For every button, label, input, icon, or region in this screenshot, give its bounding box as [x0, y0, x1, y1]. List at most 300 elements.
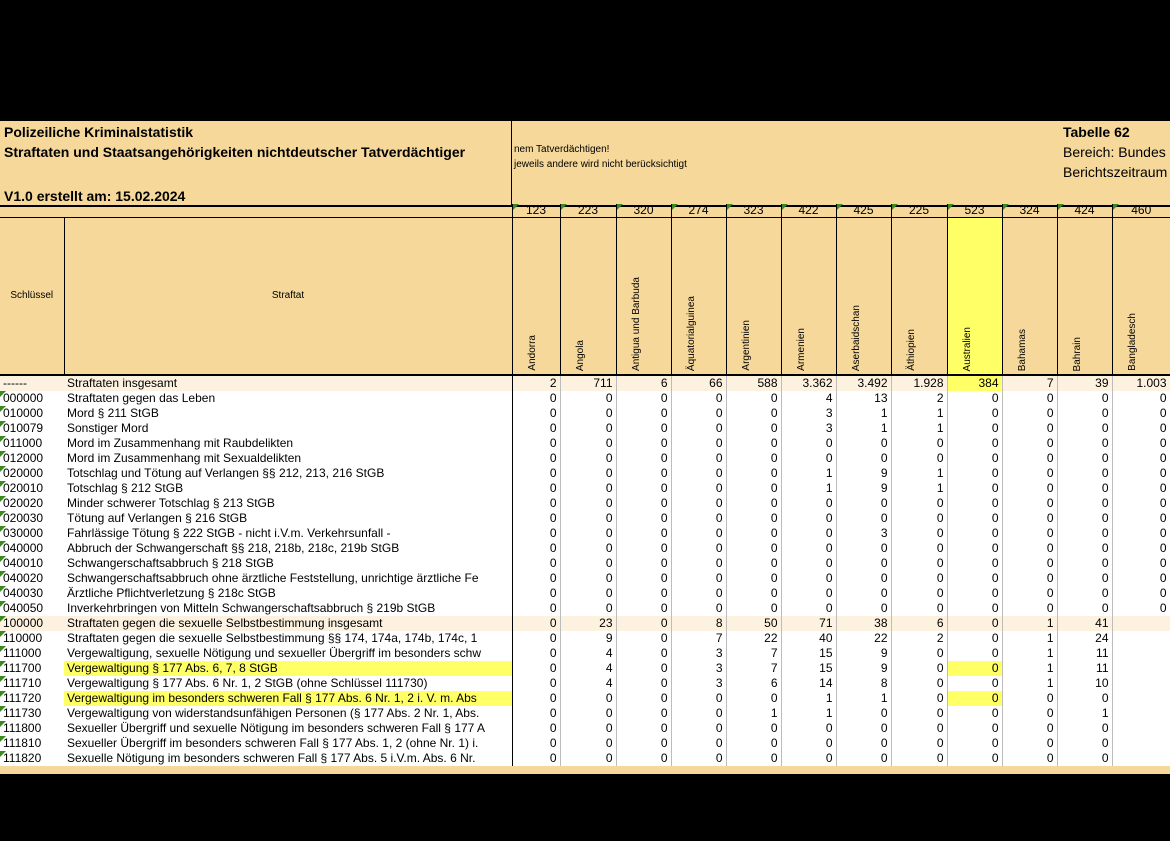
cell-324: 1	[1002, 646, 1057, 661]
country-name: Aserbaidschan	[850, 304, 862, 371]
cell-422: 15	[781, 646, 836, 661]
table-row	[0, 556, 1170, 571]
cell-523: 0	[947, 406, 1002, 421]
cell-422: 0	[781, 556, 836, 571]
cell-320: 0	[616, 436, 671, 451]
cell-323: 0	[726, 751, 781, 766]
cell-123: 0	[512, 436, 560, 451]
cell-460: 0	[1112, 391, 1170, 406]
report-version: V1.0 erstellt am: 15.02.2024	[4, 188, 186, 204]
cell-460	[1112, 616, 1170, 631]
country-header-425	[836, 218, 891, 376]
cell-123: 0	[512, 511, 560, 526]
row-label: Inverkehrbringen von Mitteln Schwangerschaftsabbruch § 219b StGB	[64, 601, 512, 616]
cell-274: 0	[671, 571, 726, 586]
cell-523: 0	[947, 436, 1002, 451]
cell-324: 0	[1002, 586, 1057, 601]
cell-425: 3	[836, 526, 891, 541]
country-code-460: 460	[1112, 204, 1170, 218]
country-header-123	[512, 218, 560, 376]
row-key: 040030	[0, 586, 64, 601]
cell-223: 0	[560, 466, 616, 481]
cell-225: 0	[891, 496, 947, 511]
cell-274: 0	[671, 481, 726, 496]
row-label: Minder schwerer Totschlag § 213 StGB	[64, 496, 512, 511]
cell-320: 0	[616, 496, 671, 511]
cell-422: 0	[781, 586, 836, 601]
cell-223: 0	[560, 721, 616, 736]
cell-425: 0	[836, 451, 891, 466]
cell-225: 1.928	[891, 375, 947, 391]
cell-225: 0	[891, 436, 947, 451]
cell-274: 3	[671, 646, 726, 661]
cell-425: 9	[836, 661, 891, 676]
report-header	[0, 120, 1170, 207]
row-key: 111700	[0, 661, 64, 676]
cell-424: 0	[1057, 466, 1112, 481]
row-key: 040020	[0, 571, 64, 586]
row-label: Straftaten gegen die sexuelle Selbstbestimmung §§ 174, 174a, 174b, 174c, 1	[64, 631, 512, 646]
cell-320: 0	[616, 691, 671, 706]
cell-274: 0	[671, 706, 726, 721]
table-row	[0, 541, 1170, 556]
cell-123: 0	[512, 706, 560, 721]
row-label: Totschlag und Tötung auf Verlangen §§ 212, 213, 216 StGB	[64, 466, 512, 481]
cell-323: 50	[726, 616, 781, 631]
cell-460	[1112, 706, 1170, 721]
cell-123: 0	[512, 751, 560, 766]
cell-223: 0	[560, 751, 616, 766]
cell-523: 0	[947, 556, 1002, 571]
cell-422: 40	[781, 631, 836, 646]
cell-274: 0	[671, 601, 726, 616]
country-header-320	[616, 218, 671, 376]
cell-225: 0	[891, 541, 947, 556]
cell-324: 0	[1002, 421, 1057, 436]
row-label: Straftaten gegen die sexuelle Selbstbestimmung insgesamt	[64, 616, 512, 631]
cell-274: 0	[671, 391, 726, 406]
cell-425: 9	[836, 481, 891, 496]
cell-123: 0	[512, 496, 560, 511]
cell-123: 0	[512, 736, 560, 751]
cell-123: 0	[512, 481, 560, 496]
country-header-523	[947, 218, 1002, 376]
cell-324: 1	[1002, 661, 1057, 676]
cell-324: 0	[1002, 496, 1057, 511]
cell-323: 0	[726, 391, 781, 406]
cell-424: 0	[1057, 526, 1112, 541]
row-key: 111720	[0, 691, 64, 706]
country-code-223: 223	[560, 204, 616, 218]
row-label: Vergewaltigung § 177 Abs. 6, 7, 8 StGB	[64, 661, 512, 676]
cell-424: 0	[1057, 511, 1112, 526]
cell-424: 10	[1057, 676, 1112, 691]
cell-320: 0	[616, 721, 671, 736]
cell-320: 0	[616, 526, 671, 541]
header-divider	[511, 121, 512, 205]
cell-422: 71	[781, 616, 836, 631]
row-key: 020000	[0, 466, 64, 481]
cell-523: 0	[947, 586, 1002, 601]
table-row	[0, 481, 1170, 496]
cell-425: 0	[836, 541, 891, 556]
cell-320: 0	[616, 481, 671, 496]
cell-523: 0	[947, 646, 1002, 661]
cell-323: 22	[726, 631, 781, 646]
cell-123: 0	[512, 691, 560, 706]
cell-422: 3	[781, 406, 836, 421]
cell-425: 0	[836, 496, 891, 511]
cell-274: 0	[671, 721, 726, 736]
cell-320: 0	[616, 556, 671, 571]
cell-223: 0	[560, 496, 616, 511]
cell-324: 0	[1002, 706, 1057, 721]
code-row-spacer	[0, 204, 512, 218]
cell-123: 0	[512, 541, 560, 556]
table-row	[0, 571, 1170, 586]
cell-460: 0	[1112, 436, 1170, 451]
cell-523: 0	[947, 721, 1002, 736]
cell-460	[1112, 646, 1170, 661]
cell-425: 8	[836, 676, 891, 691]
country-code-274: 274	[671, 204, 726, 218]
cell-422: 1	[781, 691, 836, 706]
country-name: Argentinien	[740, 320, 752, 371]
cell-320: 0	[616, 571, 671, 586]
cell-422: 0	[781, 751, 836, 766]
cell-274: 0	[671, 736, 726, 751]
cell-320: 0	[616, 421, 671, 436]
cell-320: 0	[616, 601, 671, 616]
cell-323: 0	[726, 436, 781, 451]
cell-320: 0	[616, 661, 671, 676]
cell-460	[1112, 631, 1170, 646]
cell-223: 0	[560, 571, 616, 586]
row-label: Mord im Zusammenhang mit Sexualdelikten	[64, 451, 512, 466]
row-label: Abbruch der Schwangerschaft §§ 218, 218b, 218c, 219b StGB	[64, 541, 512, 556]
cell-225: 0	[891, 601, 947, 616]
cell-123: 0	[512, 661, 560, 676]
row-key: 111000	[0, 646, 64, 661]
table-row	[0, 586, 1170, 601]
row-key: 020020	[0, 496, 64, 511]
table-row	[0, 526, 1170, 541]
cell-223: 0	[560, 586, 616, 601]
table-row	[0, 421, 1170, 436]
cell-424: 0	[1057, 571, 1112, 586]
cell-323: 0	[726, 466, 781, 481]
cell-320: 6	[616, 375, 671, 391]
cell-422: 0	[781, 436, 836, 451]
cell-422: 0	[781, 526, 836, 541]
cell-225: 2	[891, 391, 947, 406]
cell-324: 0	[1002, 601, 1057, 616]
cell-422: 14	[781, 676, 836, 691]
cell-223: 0	[560, 691, 616, 706]
row-label: Vergewaltigung § 177 Abs. 6 Nr. 1, 2 StGB (ohne Schlüssel 111730)	[64, 676, 512, 691]
cell-223: 0	[560, 421, 616, 436]
country-code-323: 323	[726, 204, 781, 218]
cell-123: 0	[512, 646, 560, 661]
cell-523: 0	[947, 661, 1002, 676]
cell-323: 0	[726, 571, 781, 586]
cell-323: 0	[726, 406, 781, 421]
cell-323: 0	[726, 421, 781, 436]
row-label: Mord im Zusammenhang mit Raubdelikten	[64, 436, 512, 451]
row-label: Schwangerschaftsabbruch ohne ärztliche Feststellung, unrichtige ärztliche Fe	[64, 571, 512, 586]
cell-523: 0	[947, 541, 1002, 556]
cell-460: 0	[1112, 496, 1170, 511]
table-row	[0, 676, 1170, 691]
cell-425: 3.492	[836, 375, 891, 391]
country-header-460	[1112, 218, 1170, 376]
cell-422: 1	[781, 706, 836, 721]
cell-223: 0	[560, 436, 616, 451]
row-key: 111820	[0, 751, 64, 766]
table-row	[0, 646, 1170, 661]
cell-425: 0	[836, 601, 891, 616]
country-code-123: 123	[512, 204, 560, 218]
cell-424: 11	[1057, 646, 1112, 661]
cell-323: 0	[726, 526, 781, 541]
cell-425: 0	[836, 511, 891, 526]
cell-323: 6	[726, 676, 781, 691]
cell-274: 0	[671, 556, 726, 571]
key-header-label: Schlüssel	[10, 290, 54, 301]
cell-422: 15	[781, 661, 836, 676]
cell-425: 0	[836, 736, 891, 751]
cell-123: 0	[512, 451, 560, 466]
country-header-422	[781, 218, 836, 376]
cell-225: 0	[891, 721, 947, 736]
cell-320: 0	[616, 616, 671, 631]
table-row	[0, 601, 1170, 616]
cell-123: 0	[512, 676, 560, 691]
cell-422: 0	[781, 601, 836, 616]
cell-422: 0	[781, 541, 836, 556]
cell-123: 2	[512, 375, 560, 391]
cell-324: 0	[1002, 481, 1057, 496]
cell-324: 0	[1002, 526, 1057, 541]
cell-123: 0	[512, 406, 560, 421]
table-row	[0, 751, 1170, 766]
cell-324: 0	[1002, 511, 1057, 526]
cell-460: 0	[1112, 481, 1170, 496]
row-key: 030000	[0, 526, 64, 541]
country-name: Angola	[574, 339, 586, 371]
table-row	[0, 721, 1170, 736]
cell-223: 0	[560, 511, 616, 526]
table-row	[0, 375, 1170, 391]
cell-223: 0	[560, 391, 616, 406]
cell-225: 1	[891, 481, 947, 496]
cell-425: 1	[836, 421, 891, 436]
cell-460	[1112, 691, 1170, 706]
cell-424: 0	[1057, 421, 1112, 436]
table-row	[0, 706, 1170, 721]
cell-223: 0	[560, 736, 616, 751]
cell-422: 3	[781, 421, 836, 436]
cell-274: 0	[671, 436, 726, 451]
cell-460: 0	[1112, 421, 1170, 436]
cell-223: 4	[560, 661, 616, 676]
cell-274: 0	[671, 586, 726, 601]
offense-header	[64, 218, 512, 376]
cell-460	[1112, 736, 1170, 751]
cell-460: 0	[1112, 541, 1170, 556]
cell-523: 0	[947, 676, 1002, 691]
cell-225: 0	[891, 451, 947, 466]
cell-274: 0	[671, 541, 726, 556]
row-key: 011000	[0, 436, 64, 451]
row-label: Vergewaltigung, sexuelle Nötigung und sexueller Übergriff im besonders schw	[64, 646, 512, 661]
cell-425: 1	[836, 691, 891, 706]
cell-425: 0	[836, 706, 891, 721]
cell-424: 0	[1057, 691, 1112, 706]
cell-274: 0	[671, 406, 726, 421]
cell-424: 0	[1057, 556, 1112, 571]
cell-225: 0	[891, 691, 947, 706]
cell-320: 0	[616, 511, 671, 526]
cell-123: 0	[512, 586, 560, 601]
cell-274: 66	[671, 375, 726, 391]
cell-460	[1112, 661, 1170, 676]
cell-425: 22	[836, 631, 891, 646]
cell-223: 4	[560, 646, 616, 661]
row-key: 020010	[0, 481, 64, 496]
cell-320: 0	[616, 586, 671, 601]
row-label: Straftaten insgesamt	[64, 375, 512, 391]
row-key: 110000	[0, 631, 64, 646]
row-label: Mord § 211 StGB	[64, 406, 512, 421]
cell-523: 384	[947, 375, 1002, 391]
cell-225: 0	[891, 661, 947, 676]
cell-460: 0	[1112, 466, 1170, 481]
cell-223: 711	[560, 375, 616, 391]
cell-123: 0	[512, 421, 560, 436]
row-label: Totschlag § 212 StGB	[64, 481, 512, 496]
cell-320: 0	[616, 406, 671, 421]
cell-323: 0	[726, 556, 781, 571]
cell-320: 0	[616, 451, 671, 466]
row-label: Sonstiger Mord	[64, 421, 512, 436]
cell-424: 0	[1057, 586, 1112, 601]
cell-424: 0	[1057, 481, 1112, 496]
cell-320: 0	[616, 706, 671, 721]
cell-223: 0	[560, 451, 616, 466]
cell-274: 0	[671, 691, 726, 706]
cell-425: 1	[836, 406, 891, 421]
cell-324: 0	[1002, 556, 1057, 571]
cell-223: 0	[560, 406, 616, 421]
country-name: Äquatorialguinea	[685, 295, 697, 371]
table-row	[0, 616, 1170, 631]
table-row	[0, 661, 1170, 676]
country-code-422: 422	[781, 204, 836, 218]
cell-320: 0	[616, 751, 671, 766]
row-key: 100000	[0, 616, 64, 631]
cell-424: 0	[1057, 721, 1112, 736]
cell-320: 0	[616, 391, 671, 406]
cell-320: 0	[616, 646, 671, 661]
cell-424: 39	[1057, 375, 1112, 391]
cell-323: 0	[726, 601, 781, 616]
cell-323: 588	[726, 375, 781, 391]
cell-323: 1	[726, 706, 781, 721]
cell-123: 0	[512, 616, 560, 631]
cell-274: 3	[671, 661, 726, 676]
row-key: 012000	[0, 451, 64, 466]
table-row	[0, 436, 1170, 451]
cell-523: 0	[947, 481, 1002, 496]
zeitraum-label: Berichtszeitraum	[1063, 164, 1168, 180]
country-code-324: 324	[1002, 204, 1057, 218]
cell-424: 0	[1057, 406, 1112, 421]
cell-323: 0	[726, 721, 781, 736]
cell-324: 0	[1002, 451, 1057, 466]
cell-460	[1112, 676, 1170, 691]
country-code-425: 425	[836, 204, 891, 218]
cell-460: 1.003	[1112, 375, 1170, 391]
cell-424: 24	[1057, 631, 1112, 646]
report-subtitle: Straftaten und Staatsangehörigkeiten nichtdeutscher Tatverdächtiger	[4, 144, 466, 160]
country-header-424	[1057, 218, 1112, 376]
cell-424: 0	[1057, 751, 1112, 766]
cell-324: 7	[1002, 375, 1057, 391]
row-key: 010000	[0, 406, 64, 421]
cell-323: 0	[726, 451, 781, 466]
country-code-424: 424	[1057, 204, 1112, 218]
cell-460	[1112, 751, 1170, 766]
cell-323: 7	[726, 646, 781, 661]
row-key: 000000	[0, 391, 64, 406]
cell-425: 0	[836, 571, 891, 586]
cell-460: 0	[1112, 511, 1170, 526]
cell-323: 0	[726, 586, 781, 601]
cell-523: 0	[947, 511, 1002, 526]
cell-424: 0	[1057, 496, 1112, 511]
cell-460: 0	[1112, 556, 1170, 571]
country-name: Andorra	[526, 335, 538, 371]
table-row	[0, 466, 1170, 481]
cell-422: 0	[781, 496, 836, 511]
cell-223: 0	[560, 556, 616, 571]
cell-425: 13	[836, 391, 891, 406]
cell-324: 0	[1002, 691, 1057, 706]
cell-225: 6	[891, 616, 947, 631]
cell-225: 0	[891, 736, 947, 751]
cell-460: 0	[1112, 406, 1170, 421]
row-label: Vergewaltigung im besonders schweren Fall § 177 Abs. 6 Nr. 1, 2 i. V. m. Abs	[64, 691, 512, 706]
row-key: ------	[0, 375, 64, 391]
report-title: Polizeiliche Kriminalstatistik	[4, 124, 194, 140]
cell-324: 0	[1002, 751, 1057, 766]
cell-425: 9	[836, 466, 891, 481]
country-header-225	[891, 218, 947, 376]
row-label: Sexueller Übergriff im besonders schweren Fall § 177 Abs. 1, 2 (ohne Nr. 1) i.	[64, 736, 512, 751]
cell-274: 0	[671, 421, 726, 436]
cell-274: 0	[671, 511, 726, 526]
header-row	[0, 218, 1170, 376]
cell-123: 0	[512, 391, 560, 406]
cell-320: 0	[616, 466, 671, 481]
cell-324: 0	[1002, 406, 1057, 421]
row-key: 111710	[0, 676, 64, 691]
cell-422: 1	[781, 481, 836, 496]
cell-225: 0	[891, 571, 947, 586]
cell-523: 0	[947, 391, 1002, 406]
bereich-label: Bereich: Bundes	[1063, 144, 1166, 160]
